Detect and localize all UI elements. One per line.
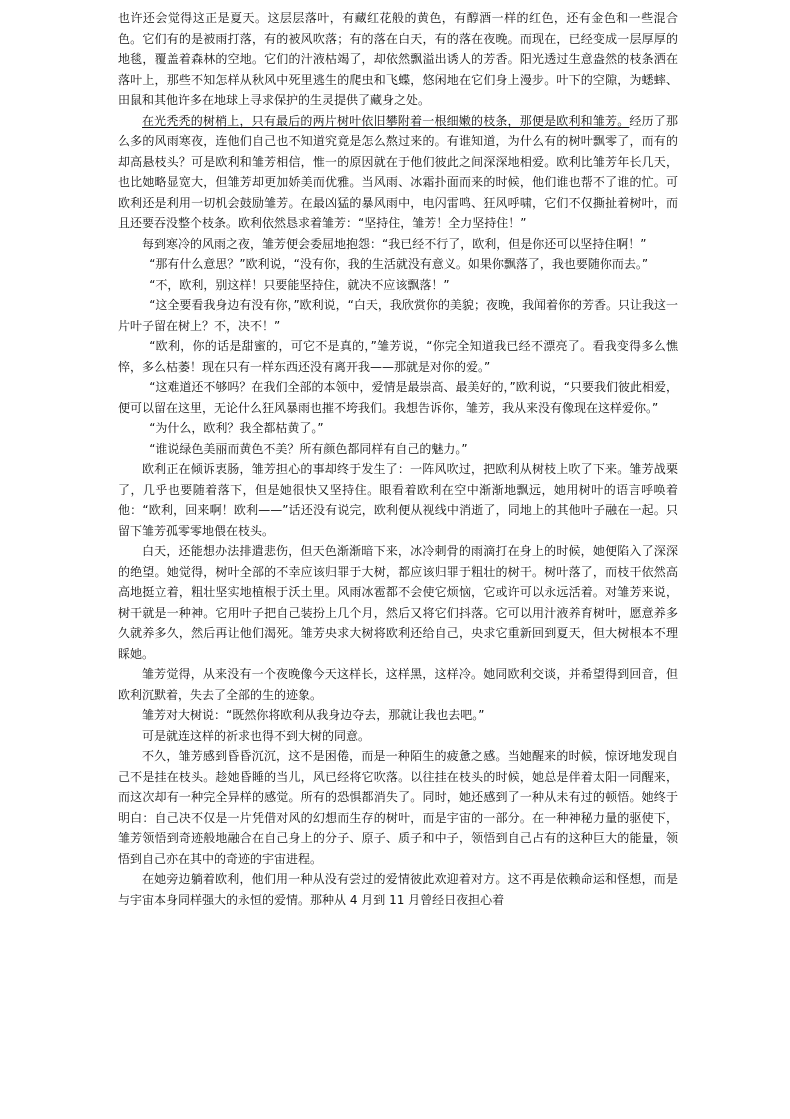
paragraph-11: 欧利正在倾诉衷肠，雏芳担心的事却终于发生了：一阵风吹过，把欧利从树枝上吹了下来。雏芳战栗了，几乎也要随着落下，但是她很快又坚持住。眼看着欧利在空中渐渐地飘远，她用树叶的语言呼唤着他：“欧利，回来啊！欧利——”话还没有说完，欧利便从视线中消逝了，同地上的其他叶子融在一起。只留下雏芳孤零零地偎在枝头。 bbox=[118, 462, 678, 538]
paragraph-13: 雏芳觉得，从来没有一个夜晚像今天这样长，这样黑，这样冷。她同欧利交谈，并希望得到回音，但欧利沉默着，失去了全部的生的迹象。 bbox=[118, 667, 678, 702]
paragraph-7: “欧利，你的话是甜蜜的，可它不是真的，”雏芳说，“你完全知道我已经不漂亮了。看我变得多么憔悴，多么枯萎！现在只有一样东西还没有离开我——那就是对你的爱。” bbox=[118, 339, 678, 374]
paragraph-9: “为什么，欧利？我全都枯黄了。” bbox=[149, 421, 324, 435]
paragraph-6: “这全要看我身边有没有你，”欧利说，“白天，我欣赏你的美貌；夜晚，我闻着你的芳香。只让我这一片叶子留在树上？不，决不！” bbox=[118, 298, 678, 333]
paragraph-17: 在她旁边躺着欧利，他们用一种从没有尝过的爱情彼此欢迎着对方。这不再是依赖命运和怪想，而是与宇宙本身同样强大的永恒的爱情。那种从 4 月到 11 月曾经日夜担心着 bbox=[118, 872, 678, 907]
paragraph-2 bbox=[118, 111, 678, 234]
document-page bbox=[118, 8, 678, 910]
paragraph-14: 雏芳对大树说：“既然你将欧利从我身边夺去，那就让我也去吧。” bbox=[142, 708, 485, 722]
paragraph-12: 白天，还能想办法排遣悲伤，但天色渐渐暗下来，冰冷刺骨的雨滴打在身上的时候，她便陷入了深深的绝望。她觉得，树叶全部的不幸应该归罪于大树，都应该归罪于粗壮的树干。树叶落了，而枝干依然高高地挺立着，粗壮坚实地植根于沃土里。风雨冰雹都不会使它烦恼，它或许可以永远活着。对雏芳来说，树干就是一种神。它用叶子把自己装扮上几个月，然后又将它们抖落。它可以用汁液养育树叶，愿意养多久就养多久，然后再让他们渴死。雏芳央求大树将欧利还给自己，央求它重新回到夏天，但大树根本不理睬她。 bbox=[118, 544, 678, 661]
paragraph-1: 也许还会觉得这正是夏天。这层层落叶，有藏红花般的黄色，有醇酒一样的红色，还有金色和一些混合色。它们有的是被雨打落，有的被风吹落；有的落在白天，有的落在夜晚。而现在，已经变成一层厚厚的地毯，覆盖着森林的空地。它们的汁液枯竭了，却依然飘溢出诱人的芳香。阳光透过生意盎然的枝条洒在落叶上，那些不知怎样从秋风中死里逃生的爬虫和飞蝶，悠闲地在它们身上漫步。叶下的空隙，为蟋蟀、田鼠和其他许多在地球上寻求保护的生灵提供了藏身之处。 bbox=[118, 11, 678, 107]
paragraph-3: 每到寒冷的风雨之夜，雏芳便会委屈地抱怨：“我已经不行了，欧利，但是你还可以坚持住啊！” bbox=[142, 236, 647, 251]
underlined-sentence: 在光秃秃的树梢上，只有最后的两片树叶依旧攀附着一根细嫩的枝条，那便是欧利和雏芳。 bbox=[142, 113, 630, 128]
paragraph-4: “那有什么意思？”欧利说，“没有你，我的生活就没有意义。如果你飘落了，我也要随你而去。” bbox=[149, 257, 649, 271]
paragraph-8: “这难道还不够吗？在我们全部的本领中，爱情是最崇高、最美好的，”欧利说，“只要我们彼此相爱，便可以留在这里，无论什么狂风暴雨也摧不垮我们。我想告诉你，雏芳，我从来没有像现在这样爱你。” bbox=[118, 380, 678, 415]
paragraph-15: 可是就连这样的祈求也得不到大树的同意。 bbox=[142, 728, 371, 743]
paragraph-16: 不久，雏芳感到昏昏沉沉，这不是困倦，而是一种陌生的疲惫之感。当她醒来的时候，惊讶地发现自己不是挂在枝头。趁她昏睡的当儿，风已经将它吹落。以往挂在枝头的时候，她总是伴着太阳一同醒来，而这次却有一种完全异样的感觉。所有的恐惧都消失了。同时，她还感到了一种从未有过的顿悟。她终于明白：自己决不仅是一片凭借对风的幻想而生存的树叶，而是宇宙的一部分。在一种神秘力量的驱使下，雏芳领悟到奇迹般地融合在自己身上的分子、原子、质子和中子，领悟到自己占有的这种巨大的能量，领悟到自己亦在其中的奇迹的宇宙进程。 bbox=[118, 749, 678, 866]
paragraph-5: “不，欧利，别这样！只要能坚持住，就决不应该飘落！” bbox=[149, 277, 450, 292]
paragraph-2-rest: 经历了那么多的风雨寒夜，连他们自己也不知道究竟是怎么熬过来的。有谁知道，为什么有的树叶飘零了，而有的却高悬枝头？可是欧利和雏芳相信，惟一的原因就在于他们彼此之间深深地相爱。欧利比雏芳年长几天，也比她略显宽大，但雏芳却更加娇美而优雅。当风雨、冰霜扑面而来的时候，他们谁也帮不了谁的忙。可欧利还是利用一切机会鼓励雏芳。在最凶猛的暴风雨中，电闪雷鸣、狂风呼啸，它们不仅撕扯着树叶，而且还要吞没整个枝条。欧利依然恳求着雏芳：“坚持住，雏芳！全力坚持住！” bbox=[118, 113, 678, 230]
paragraph-10: “谁说绿色美丽而黄色不美？所有颜色都同样有自己的魅力。” bbox=[149, 441, 468, 456]
